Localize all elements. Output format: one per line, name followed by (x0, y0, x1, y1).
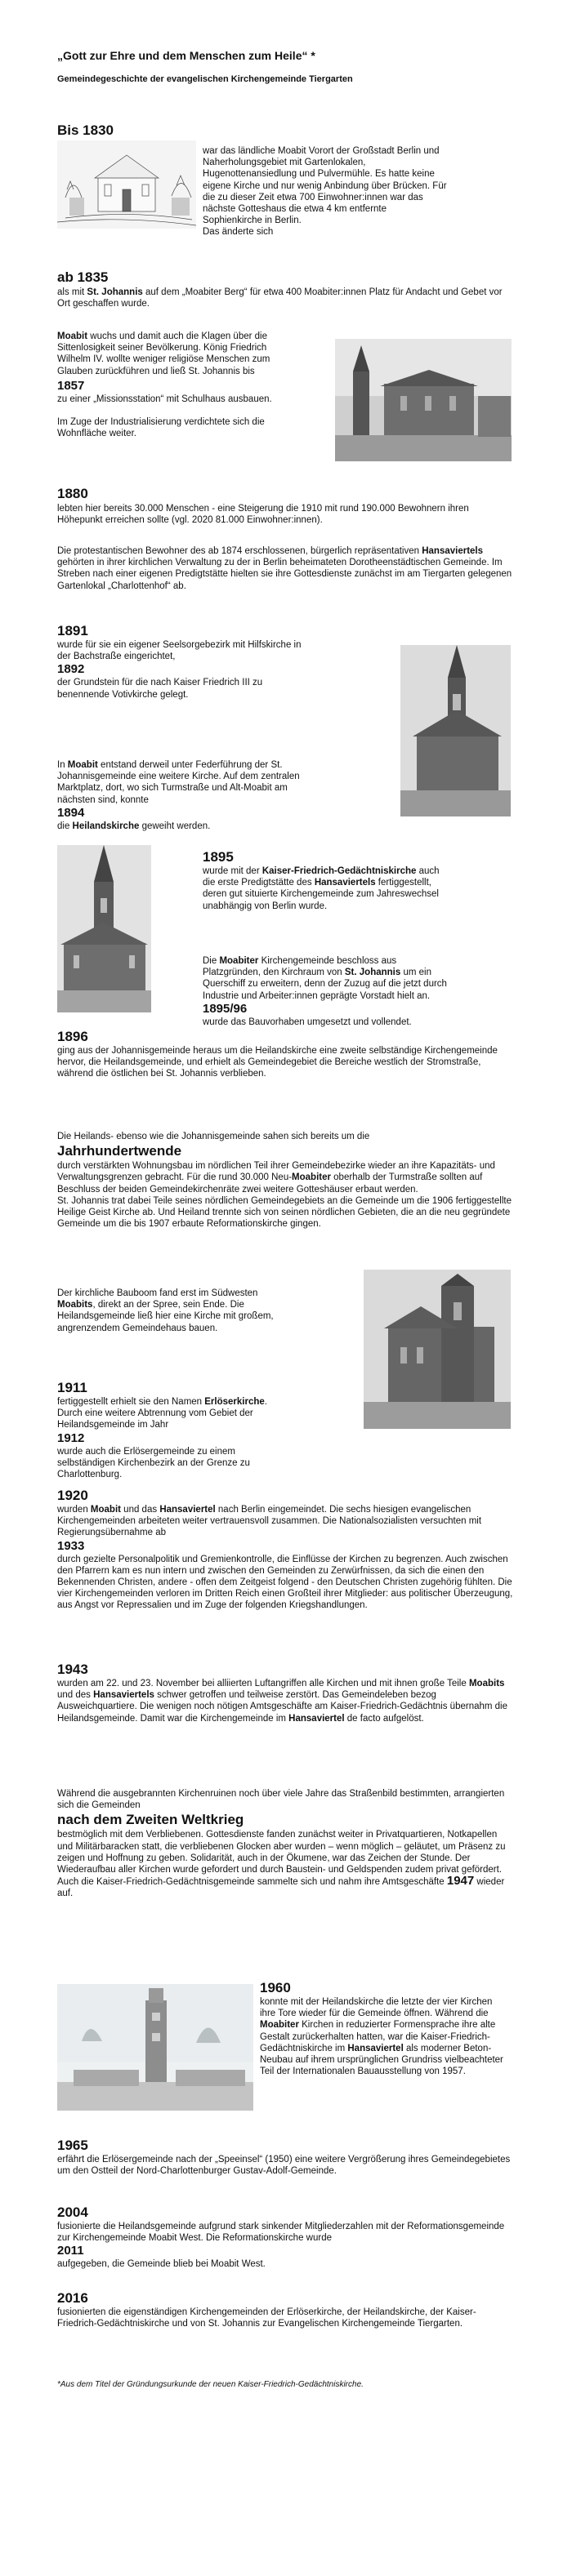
text-2016: fusionierten die eigenständigen Kirchengemeinden der Erlöserkirche, der Heilandskirche, der Kaiser-Friedrich-Gedächtniskirche und von St. Johannis zur Evangelischen Kirchengemeinde Tiergarten. (57, 2307, 476, 2329)
heilandskirche-photo (400, 645, 511, 816)
heading-jahrhundertwende: Jahrhundertwende (57, 1143, 182, 1159)
text-1920: wurden Moabit und das Hansaviertel nach Berlin eingemeindet. Die sechs hiesigen evangelischen Kirchengemeinden arbeiteten weiter vertrauensvoll zusammen. Die Nationalsozialisten versuchten mit Regierungsübernahme ab (57, 1505, 482, 1538)
year-1895: 1895 (203, 849, 234, 865)
text-jahrhundertwende: durch verstärkten Wohnungsbau im nördlichen Teil ihrer Gemeindebezirke wieder an ihre Kapazitäts- und Verwaltungsgrenzen gebracht. Für die rund 30.000 Neu-Moabiter oberhalb der Turmstraße sollten auf Beschluss der beiden Gemeindekirchenräte zwei weitere Gotteshäuser erbaut werden. (57, 1161, 495, 1195)
page-subtitle: Gemeindegeschichte der evangelischen Kirchengemeinde Tiergarten (57, 74, 353, 84)
year-1896: 1896 (57, 1029, 88, 1044)
text-1965: erfährt die Erlösergemeinde nach der „Speeinsel“ (1950) eine weitere Vergrößerung ihres Gemeindegebietes um den Ostteil der Nord-Charlottenburger Gustav-Adolf-Gemeinde. (57, 2155, 511, 2177)
text-2004: fusionierte die Heilandsgemeinde aufgrund stark sinkender Mitgliederzahlen mit der Reformationsgemeinde zur Kirchengemeinde Moabit West. Die Reformationskirche wurde (57, 2222, 505, 2244)
text-hansaviertel: Die protestantischen Bewohner des ab 1874 erschlossenen, bürgerlich repräsentativen Hansaviertels gehörten in ihrer kirchlichen Verwaltung zu der in Berlin beheimateten Dorotheenstädtischen Gemeinde. Im Streben nach einer eigenen Predigtstätte hielten sie ihre Gottesdienste zunächst im am Tiergarten gelegenen Gartenlokal „Charlottenhof“ ab. (57, 546, 512, 591)
footnote: *Aus dem Titel der Gründungsurkunde der neuen Kaiser-Friedrich-Gedächtniskirche. (57, 2380, 364, 2389)
text-1891: wurde für sie ein eigener Seelsorgebezirk mit Hilfskirche in der Bachstraße eingerichtet, (57, 640, 302, 662)
text-1830: war das ländliche Moabit Vorort der Großstadt Berlin und Naherholungsgebiet mit Gartenlokalen, Hugenottenansiedlung und Pulvermühle. Es hatte keine eigene Kirche und nur wenig Anbindung über Brücken. Für die zu dieser Zeit etwa 700 Einwohner:innen war das nächste Gotteshaus die etwa 4 km entfernte Sophienkirche in Berlin. (203, 146, 447, 226)
page-title: „Gott zur Ehre und dem Menschen zum Heile“ * (57, 49, 315, 62)
text-bauboom: Der kirchliche Bauboom fand erst im Südwesten Moabits, direkt an der Spree, sein Ende. Die Heilandsgemeinde ließ hier eine Kirche mit großem, angrenzendem Gemeindehaus bauen. (57, 1288, 274, 1333)
text-1912: wurde auch die Erlösergemeinde zu einem selbständigen Kirchenbezirk an der Grenze zu Charlottenburg. (57, 1446, 250, 1480)
text-1830-b: Das änderte sich (203, 227, 274, 238)
text-jh-intro: Die Heilands- ebenso wie die Johannisgemeinde sahen sich bereits um die (57, 1132, 370, 1141)
text-moabit-wuchs: Moabit wuchs und damit auch die Klagen über die Sittenlosigkeit seiner Bevölkerung. König Friedrich Wilhelm IV. wollte weniger religiöse Menschen zum Glauben zurückführen und ließ St. Johannis bis (57, 331, 270, 376)
text-st-johannis-abtretung: St. Johannis trat dabei Teile seines nördlichen Gemeindegebiets an die Gemeinde um die 1906 fertiggestellte Heilige Geist Kirche ab. Und Heiland trennte sich von seinen nördlichen Gebieten, die an die neu gegründete Gemeinde um die bis 1907 erbaute Reformationskirche gingen. (57, 1195, 512, 1230)
kaiser-friedrich-neubau-photo (57, 1984, 253, 2111)
text-2011: aufgegeben, die Gemeinde blieb bei Moabit West. (57, 2259, 266, 2270)
year-1933: 1933 (57, 1538, 85, 1553)
year-1911: 1911 (57, 1380, 87, 1395)
year-1892: 1892 (57, 662, 85, 677)
text-1911: fertiggestellt erhielt sie den Namen Erlöserkirche. Durch eine weitere Abtrennung vom Gebiet der Heilandsgemeinde im Jahr (57, 1397, 267, 1430)
st-johannis-photo (335, 339, 512, 461)
year-2004: 2004 (57, 2205, 88, 2220)
church-drawing-image (57, 140, 196, 229)
text-heilandskirche: In Moabit entstand derweil unter Federführung der St. Johannisgemeinde eine weitere Kirche. Auf dem zentralen Marktplatz, dort, wo sich Turmstraße und Alt-Moabit am nächsten sind, konnte (57, 760, 300, 805)
text-1960: konnte mit der Heilandskirche die letzte der vier Kirchen ihre Tore wieder für die Gemeinde öffnen. Während die Moabiter Kirchen in reduzierter Formensprache ihre alte Gestalt zurückerhalten hatten, war die Kaiser-Friedrich-Gedächtniskirche im Hansaviertel als moderner Beton-Neubau auf ihrem ursprünglichen Grundriss vielbeachteter Teil der Internationalen Bauausstellung von 1957. (260, 1997, 503, 2077)
text-postwar: bestmöglich mit dem Verbliebenen. Gottesdienste fanden zunächst weiter in Privatquartieren, Notkapellen und Militärbaracken statt, die verbliebenen Glocken aber wurden – wenn möglich – geläutet, um Präsenz zu zeigen und Hoffnung zu geben. Solidarität, auch in der Ökumene, war das Zeichen der Stunde. Der Wiederaufbau aller Kirchen wurde gefordert und durch Baustein- und Geldspenden zudem privat gefördert. Auch die Kaiser-Friedrich-Gedächtnisgemeinde sammelte sich und nahm ihre Amtsgeschäfte 1947 wieder auf. (57, 1830, 506, 1899)
year-bis-1830: Bis 1830 (57, 122, 114, 138)
year-1965: 1965 (57, 2138, 88, 2153)
history-page (57, 0, 515, 2576)
text-1892: der Grundstein für die nach Kaiser Friedrich III zu benennende Votivkirche gelegt. (57, 678, 263, 700)
text-moabiter-querschiff: Die Moabiter Kirchengemeinde beschloss aus Platzgründen, den Kirchraum von St. Johannis um ein Querschiff zu erweitern, denn der Zuzug auf die jetzt durch Industrie und Arbeiter:innen geprägte Vorstadt hielt an. (203, 956, 447, 1001)
year-1894: 1894 (57, 805, 85, 820)
text-1895-96: wurde das Bauvorhaben umgesetzt und vollendet. (203, 1017, 412, 1027)
year-2011: 2011 (57, 2244, 84, 2258)
text-1896: ging aus der Johannisgemeinde heraus um die Heilandskirche eine zweite selbständige Kirchengemeinde hervor, die Heilandsgemeinde, und erhielt als Gemeindegebiet die Bereiche westlich der Stromstraße, während die östlichen bei St. Johannis verblieben. (57, 1046, 498, 1079)
year-1895-96: 1895/96 (203, 1001, 248, 1016)
text-industrialisierung: Im Zuge der Industrialisierung verdichtete sich die Wohnfläche weiter. (57, 417, 265, 439)
text-1933: durch gezielte Personalpolitik und Gremienkontrolle, die Einflüsse der Kirchen zu begrenzen. Auch zwischen den Pfarrern kam es nun intern und zwischen den Gemeinden zu Zerwürfnissen, da sich die einen den Bekennenden Christen, andere - offen dem Zeitgeist folgend - den Deutschen Christen zugehörig fühlten. Die vier Kirchengemeinden verloren im Dritten Reich einen Großteil ihrer Mitglieder: aus politischer Überzeugung, aus Angst vor Repressalien und im Zuge der folgenden Kriegshandlungen. (57, 1554, 513, 1611)
year-ab-1835: ab 1835 (57, 269, 109, 285)
year-1912: 1912 (57, 1430, 85, 1445)
text-1894: die Heilandskirche geweiht werden. (57, 821, 211, 831)
erloeserkirche-photo (364, 1270, 511, 1429)
heading-nach-weltkrieg: nach dem Zweiten Weltkrieg (57, 1812, 244, 1828)
year-1943: 1943 (57, 1662, 88, 1677)
text-1835: als mit St. Johannis auf dem „Moabiter Berg“ für etwa 400 Moabiter:innen Platz für Andacht und Gebet vor Ort geschaffen wurde. (57, 287, 503, 309)
year-1960: 1960 (260, 1980, 291, 1995)
text-1895: wurde mit der Kaiser-Friedrich-Gedächtniskirche auch die erste Predigtstätte des Hansaviertels fertiggestellt, deren gut situierte Kirchengemeinde zum Jahreswechsel unabhängig von Berlin wurde. (203, 866, 440, 911)
year-1880: 1880 (57, 486, 88, 501)
kaiser-friedrich-kirche-photo (57, 845, 151, 1012)
text-1857: zu einer „Missionsstation“ mit Schulhaus ausbauen. (57, 394, 272, 404)
year-1920: 1920 (57, 1488, 88, 1503)
text-postwar-intro: Während die ausgebrannten Kirchenruinen noch über viele Jahre das Straßenbild bestimmten, arrangierten sich die Gemeinden (57, 1789, 505, 1811)
year-1857: 1857 (57, 378, 85, 393)
header (57, 49, 515, 85)
text-1943: wurden am 22. und 23. November bei alliierten Luftangriffen alle Kirchen und mit ihnen große Teile Moabits und des Hansaviertels schwer getroffen und teilweise zerstört. Das Gemeindeleben bezog Ausweichquartiere. Die wenigen noch nötigen Amtsgeschäfte am Kaiser-Friedrich-Gedächtnis übernahm die Heilandsgemeinde. Damit war die Kirchengemeinde im Hansaviertel de facto aufgelöst. (57, 1679, 508, 1724)
text-1880: lebten hier bereits 30.000 Menschen - eine Steigerung die 1910 mit rund 190.000 Bewohnern ihren Höhepunkt erreichen sollte (vgl. 2020 81.000 Einwohner:innen). (57, 504, 469, 526)
year-1891: 1891 (57, 623, 88, 638)
year-2016: 2016 (57, 2290, 88, 2306)
